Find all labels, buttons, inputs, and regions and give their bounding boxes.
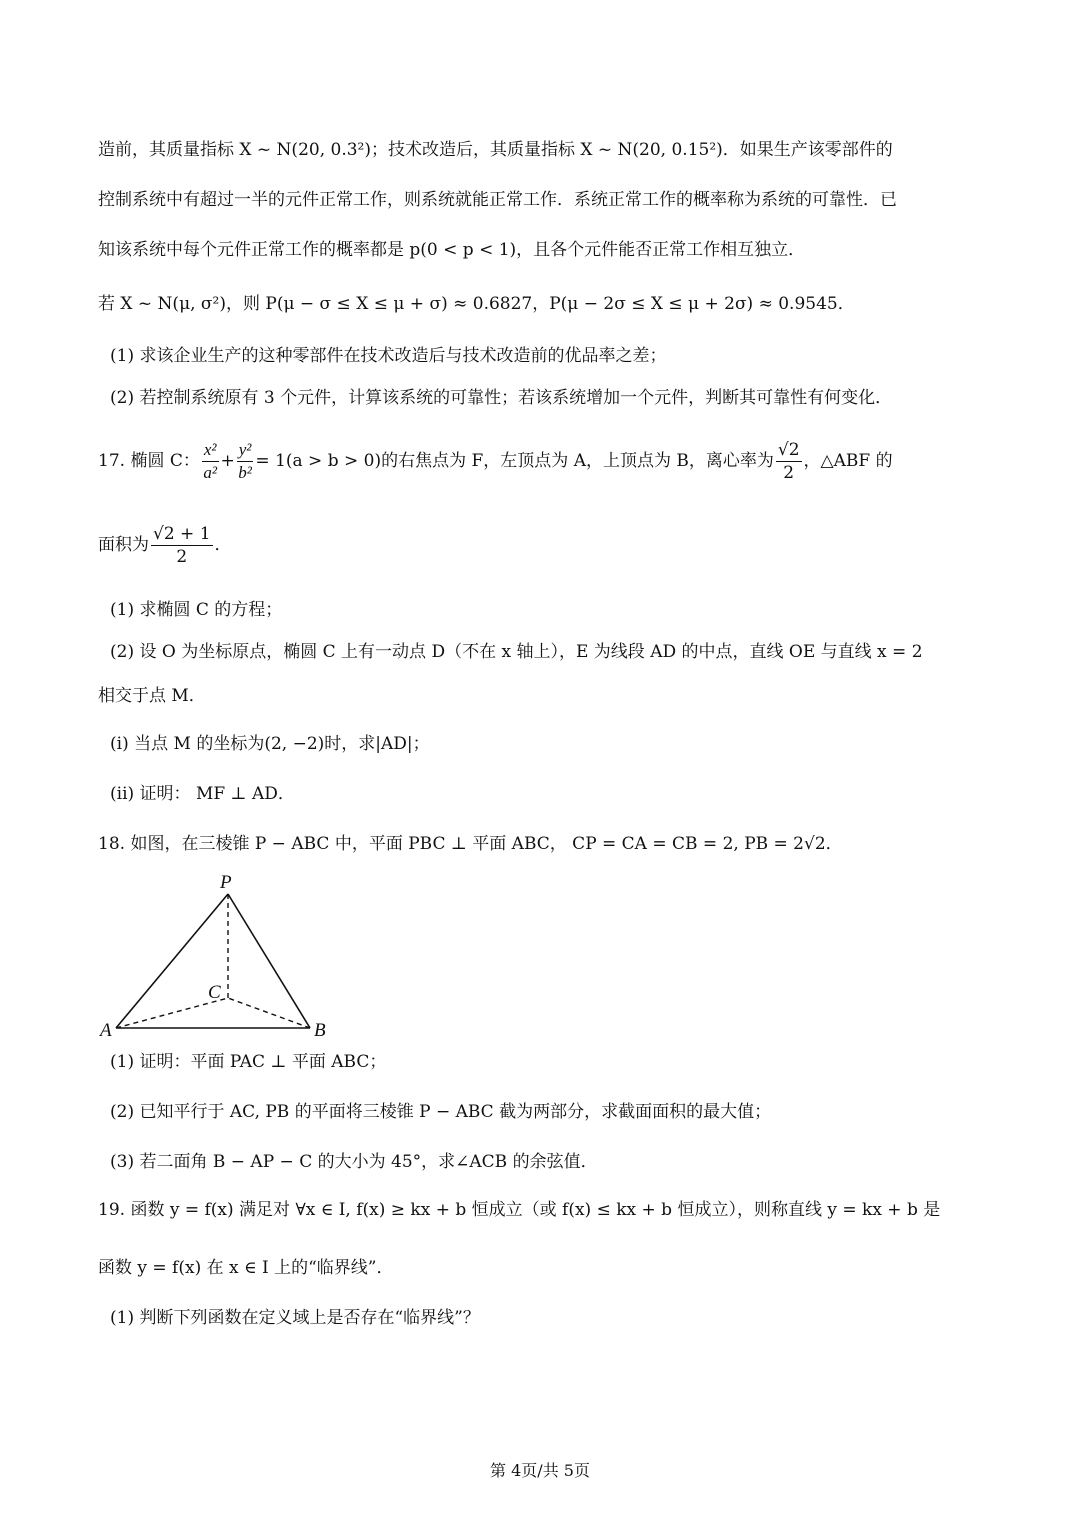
label-P: P — [220, 872, 232, 893]
label-B: B — [314, 1020, 326, 1040]
q17-frac-y-num: y² — [237, 439, 254, 462]
q17-frac-x-num: x² — [202, 439, 219, 462]
q17-ecc — [776, 439, 802, 484]
q16-line-4: 若 X ~ N(μ, σ²)，则 P(μ − σ ≤ X ≤ μ + σ) ≈ 0.6827，P(μ − 2σ ≤ X ≤ μ + 2σ) ≈ 0.9545． — [98, 294, 855, 314]
q17-ecc-num: √2 — [777, 440, 800, 460]
q17-area-num: √2 + 1 — [153, 524, 211, 544]
q19-part-1: (1) 判断下列函数在定义域上是否存在“临界线”？ — [110, 1308, 480, 1328]
q17-lead: 17. 椭圆 C： — [98, 451, 200, 471]
q17-area — [98, 522, 984, 568]
q17-area-tail: ． — [214, 535, 232, 555]
edge-PA — [116, 894, 228, 1028]
q19-stem-2: 函数 y = f(x) 在 x ∈ I 上的“临界线”． — [98, 1258, 394, 1278]
q17-tail: ，△ABF 的 — [803, 451, 893, 471]
label-A: A — [100, 1020, 112, 1040]
q17-frac-x-den: a² — [203, 463, 217, 482]
q16-part-2: (2) 若控制系统原有 3 个元件，计算该系统的可靠性；若该系统增加一个元件，判断其可靠性有何变化． — [110, 388, 893, 408]
edge-PB — [228, 894, 310, 1028]
q17-area-lead: 面积为 — [98, 535, 149, 555]
q19-stem: 19. 函数 y = f(x) 满足对 ∀x ∈ I, f(x) ≥ kx + b 恒成立（或 f(x) ≤ kx + b 恒成立），则称直线 y = kx + b 是 — [98, 1200, 941, 1220]
page-footer: 第 4页/共 5页 — [490, 1461, 590, 1480]
q16-line-2: 控制系统中有超过一半的元件正常工作，则系统就能正常工作．系统正常工作的概率称为系统的可靠性．已 — [98, 190, 897, 210]
q17-part-2-cont: 相交于点 M． — [98, 686, 206, 706]
q16-part-1: (1) 求该企业生产的这种零部件在技术改造后与技术改造前的优品率之差； — [110, 346, 667, 366]
q16-line-3: 知该系统中每个元件正常工作的概率都是 p(0 < p < 1)，且各个元件能否正常工作相互独立． — [98, 240, 806, 260]
q16-line-1: 造前，其质量指标 X ~ N(20, 0.3²)；技术改造后，其质量指标 X ~ N(20, 0.15²)．如果生产该零部件的 — [98, 140, 893, 160]
q17-part-i: (i) 当点 M 的坐标为(2, −2)时，求|AD|； — [110, 734, 430, 754]
q17-area-den: 2 — [176, 547, 188, 567]
q17-frac-y — [237, 439, 254, 484]
pyramid-figure — [96, 870, 336, 1040]
label-C: C — [208, 982, 221, 1003]
q17-area-frac — [151, 523, 213, 568]
q17-frac-x — [202, 439, 219, 484]
q17-frac-y-den: b² — [238, 463, 252, 482]
q18-part-3: (3) 若二面角 B − AP − C 的大小为 45°，求∠ACB 的余弦值． — [110, 1152, 598, 1172]
q17-cond: = 1(a > b > 0) — [255, 451, 382, 471]
q17-part-ii: (ii) 证明： MF ⊥ AD． — [110, 784, 295, 804]
q17-mid: 的右焦点为 F，左顶点为 A，上顶点为 B，离心率为 — [381, 451, 774, 471]
q17-plus: + — [220, 451, 235, 471]
q17-stem — [98, 438, 984, 484]
q18-stem: 18. 如图，在三棱锥 P − ABC 中，平面 PBC ⊥ 平面 ABC， CP = CA = CB = 2, PB = 2√2． — [98, 834, 843, 854]
q17-part-1: (1) 求椭圆 C 的方程； — [110, 600, 283, 620]
q18-part-2: (2) 已知平行于 AC, PB 的平面将三棱锥 P − ABC 截为两部分，求截面面积的最大值； — [110, 1102, 772, 1122]
q17-ecc-den: 2 — [783, 463, 795, 483]
q17-part-2: (2) 设 O 为坐标原点，椭圆 C 上有一动点 D（不在 x 轴上），E 为线段 AD 的中点，直线 OE 与直线 x = 2 — [110, 642, 923, 662]
q18-part-1: (1) 证明：平面 PAC ⊥ 平面 ABC； — [110, 1052, 387, 1072]
edge-BC-hidden — [228, 998, 310, 1028]
